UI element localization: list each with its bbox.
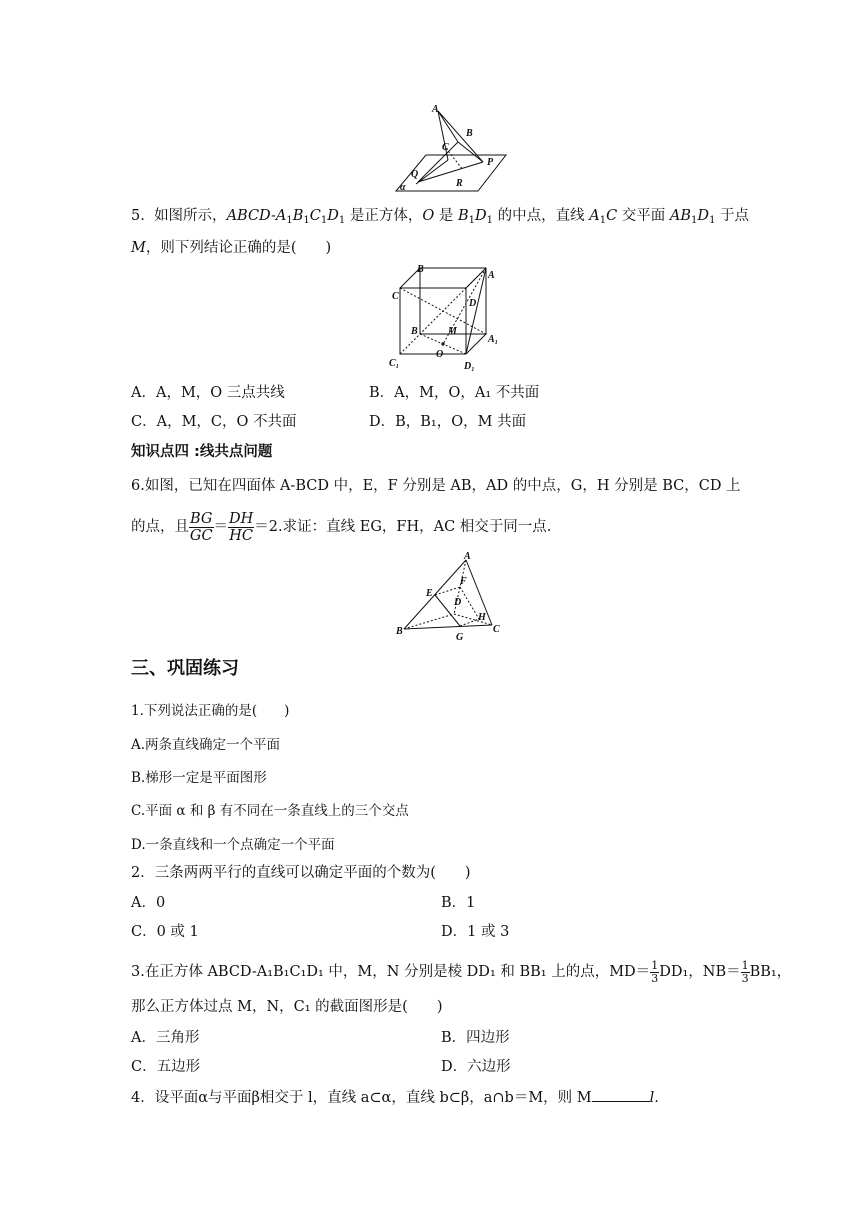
q6-line2: 的点，且 $\frac{BG}{GC}$ ＝ $\frac{DH}{HC}$ ＝2.求证：直线 EG，FH，AC 相交于同一点. — [131, 510, 552, 544]
p3-option-c: C．五边形 — [131, 1059, 201, 1075]
fraction-one-third-a: $\frac{1}{3}$ — [651, 958, 659, 985]
label-R: R — [456, 178, 463, 189]
label-C: C — [392, 291, 399, 302]
q5-option-a: A．A，M，O 三点共线 — [131, 385, 285, 401]
p4-line: 4．设平面α与平面β相交于 l，直线 a⊂α，直线 b⊂β，a∩b＝M，则 M l. — [131, 1087, 659, 1108]
figure-plane-points — [388, 100, 512, 196]
knowledge-point-heading: 知识点四 :线共点问题 — [131, 444, 273, 460]
figure-tetrahedron — [394, 552, 508, 644]
label-A: A — [432, 104, 439, 115]
p1-option-a: A.两条直线确定一个平面 — [131, 737, 281, 753]
p3-option-a: A．三角形 — [131, 1030, 200, 1046]
label-G: G — [456, 632, 464, 643]
fraction-dh-hc: $\frac{DH}{HC}$ — [229, 510, 254, 544]
section-heading: 三、巩固练习 — [131, 658, 239, 679]
label-Q: Q — [411, 169, 419, 180]
fraction-one-third-b: $\frac{1}{3}$ — [741, 958, 749, 985]
p2-option-c: C．0 或 1 — [131, 924, 199, 940]
label-C: C — [493, 624, 500, 635]
label-O: O — [436, 349, 444, 360]
figure-cube — [386, 262, 506, 376]
label-F: F — [460, 576, 467, 587]
label-D: D — [454, 597, 462, 608]
q5-line2: M，则下列结论正确的是( ) — [131, 240, 332, 256]
label-M: M — [448, 326, 457, 337]
label-B-top: B — [417, 264, 424, 275]
label-H: H — [478, 612, 486, 623]
label-C: C — [442, 142, 449, 153]
q5-option-d: D．B，B₁，O，M 共面 — [369, 414, 527, 430]
answer-blank[interactable] — [592, 1087, 650, 1102]
fraction-bg-gc: $\frac{BG}{GC}$ — [189, 510, 213, 544]
p3-line1: 3.在正方体 ABCD-A₁B₁C₁D₁ 中，M，N 分别是棱 DD₁ 和 BB₁ 上的点，MD＝ $\frac{1}{3}$ DD₁，NB＝ $\frac{1}{3}$ BB₁， — [131, 958, 792, 985]
p2-option-d: D．1 或 3 — [441, 924, 510, 940]
q5-line1: 5. 如图所示，ABCD-$A_1B_1C_1D_1$ 是正方体，O 是 $B_1D_1$ 的中点，直线 $A_1C$ 交平面 $AB_1D_1$ 于点 — [131, 208, 750, 226]
p1-option-b: B.梯形一定是平面图形 — [131, 770, 267, 786]
p1-option-d: D.一条直线和一个点确定一个平面 — [131, 837, 335, 853]
label-A: A — [464, 552, 471, 562]
label-D1: D₁ — [464, 361, 475, 372]
label-A-top: A — [488, 270, 495, 281]
p1-option-c: C.平面 α 和 β 有不同在一条直线上的三个交点 — [131, 803, 409, 819]
q6-line1: 6.如图，已知在四面体 A-BCD 中，E，F 分别是 AB，AD 的中点，G，H 分别是 BC，CD 上 — [131, 478, 741, 494]
label-alpha: α — [400, 182, 406, 193]
p2-stem: 2．三条两两平行的直线可以确定平面的个数为( ) — [131, 865, 471, 881]
q5-option-c: C．A，M，C，O 不共面 — [131, 414, 297, 430]
p2-option-a: A．0 — [131, 895, 166, 911]
p3-option-b: B．四边形 — [441, 1030, 510, 1046]
label-B-lower: B — [411, 326, 418, 337]
p1-stem: 1.下列说法正确的是( ) — [131, 703, 290, 719]
label-P: P — [487, 157, 494, 168]
p2-option-b: B．1 — [441, 895, 476, 911]
label-B: B — [466, 128, 473, 139]
label-D: D — [469, 298, 477, 309]
p3-line2: 那么正方体过点 M，N，C₁ 的截面图形是( ) — [131, 999, 443, 1015]
q5-option-b: B．A，M，O，A₁ 不共面 — [369, 385, 540, 401]
label-E: E — [426, 588, 433, 599]
label-A1: A₁ — [488, 334, 499, 345]
p3-option-d: D．六边形 — [441, 1059, 511, 1075]
label-B: B — [396, 626, 403, 637]
label-C1: C₁ — [389, 358, 400, 369]
